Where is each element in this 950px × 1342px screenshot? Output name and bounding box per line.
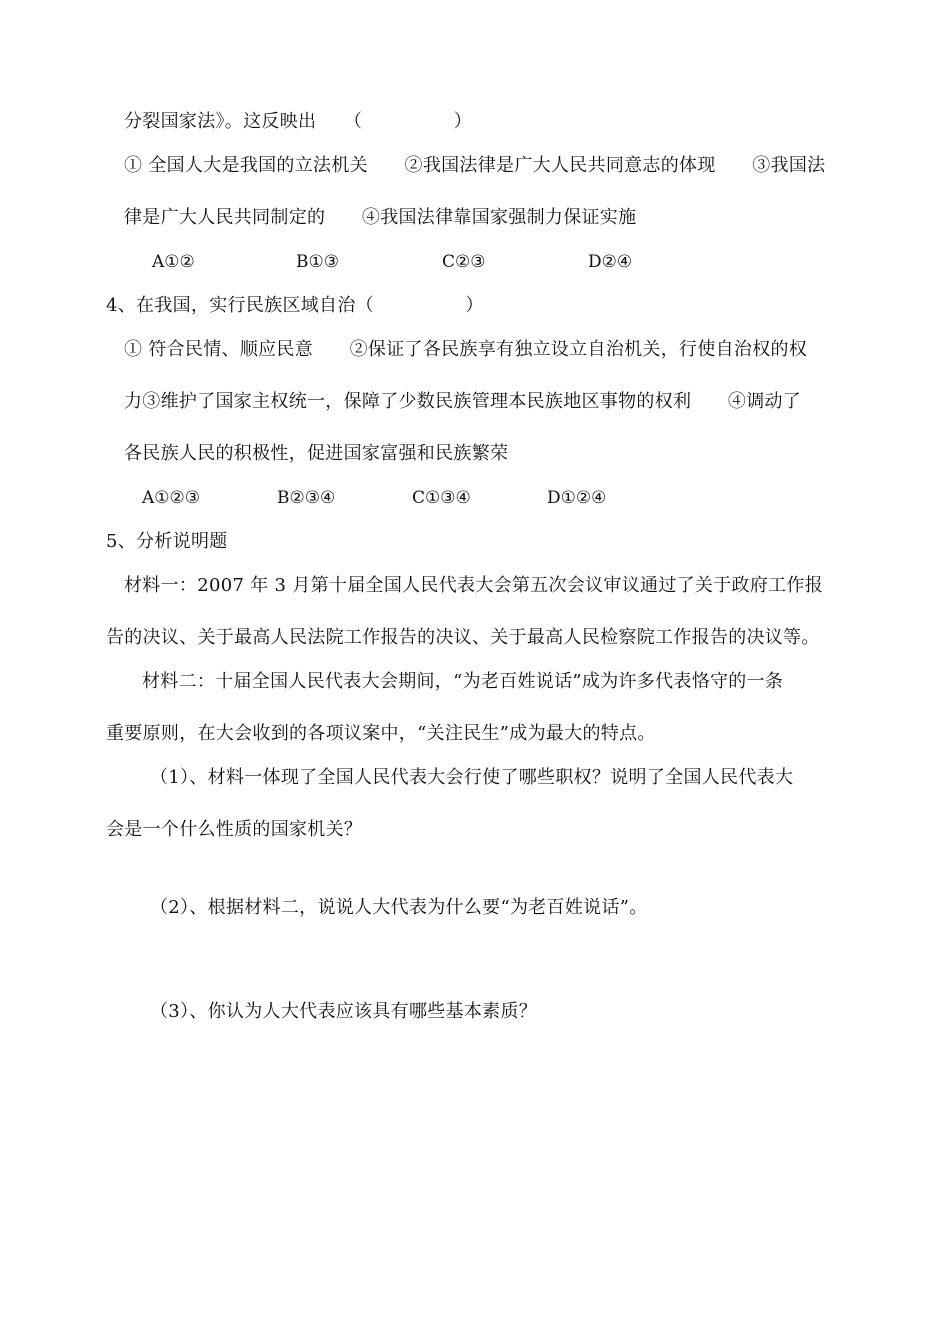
q3-options-line-1: ① 全国人大是我国的立法机关 ②我国法律是广大人民共同意志的体现 ③我国法 bbox=[124, 155, 826, 176]
q3-stem-tail: 分裂国家法》。这反映出 （ ） bbox=[124, 111, 472, 132]
q4-options-line-2: 力③维护了国家主权统一，保障了少数民族管理本民族地区事物的权利 ④调动了 bbox=[124, 391, 802, 412]
q3-choice-d[interactable]: D②④ bbox=[588, 252, 633, 272]
q3-choice-c[interactable]: C②③ bbox=[442, 252, 486, 272]
q3-choice-a[interactable]: A①② bbox=[152, 252, 195, 272]
q5-stem: 5、分析说明题 bbox=[106, 531, 228, 552]
q5-material1-line-2: 告的决议、关于最高人民法院工作报告的决议、关于最高人民检察院工作报告的决议等。 bbox=[106, 627, 820, 648]
q3-options-line-2: 律是广大人民共同制定的 ④我国法律靠国家强制力保证实施 bbox=[124, 207, 637, 228]
q4-options-line-1: ① 符合民情、顺应民意 ②保证了各民族享有独立设立自治机关，行使自治权的权 bbox=[124, 339, 808, 360]
q5-subquestion-2: （2）、根据材料二，说说人大代表为什么要“为老百姓说话”。 bbox=[150, 897, 648, 918]
q5-subquestion-3: （3）、你认为人大代表应该具有哪些基本素质？ bbox=[150, 1001, 538, 1022]
q4-stem: 4、在我国，实行民族区域自治（ ） bbox=[106, 295, 484, 316]
q5-material1-line-1: 材料一：2007 年 3 月第十届全国人民代表大会第五次会议审议通过了关于政府工作报 bbox=[124, 575, 824, 596]
q5-material2-line-2: 重要原则，在大会收到的各项议案中，“关注民生”成为最大的特点。 bbox=[106, 723, 656, 744]
q4-choice-d[interactable]: D①②④ bbox=[547, 488, 607, 508]
q4-options-line-3: 各民族人民的积极性，促进国家富强和民族繁荣 bbox=[124, 443, 509, 464]
q4-choice-b[interactable]: B②③④ bbox=[277, 488, 336, 508]
q4-choice-c[interactable]: C①③④ bbox=[412, 488, 471, 508]
q5-subquestion-1-line-2: 会是一个什么性质的国家机关？ bbox=[106, 819, 363, 840]
q5-subquestion-1-line-1: （1）、材料一体现了全国人民代表大会行使了哪些职权？说明了全国人民代表大 bbox=[150, 767, 794, 788]
q5-material2-line-1: 材料二：十届全国人民代表大会期间，“为老百姓说话”成为许多代表恪守的一条 bbox=[142, 671, 784, 692]
q4-choice-a[interactable]: A①②③ bbox=[142, 488, 200, 508]
q3-choice-b[interactable]: B①③ bbox=[296, 252, 339, 272]
